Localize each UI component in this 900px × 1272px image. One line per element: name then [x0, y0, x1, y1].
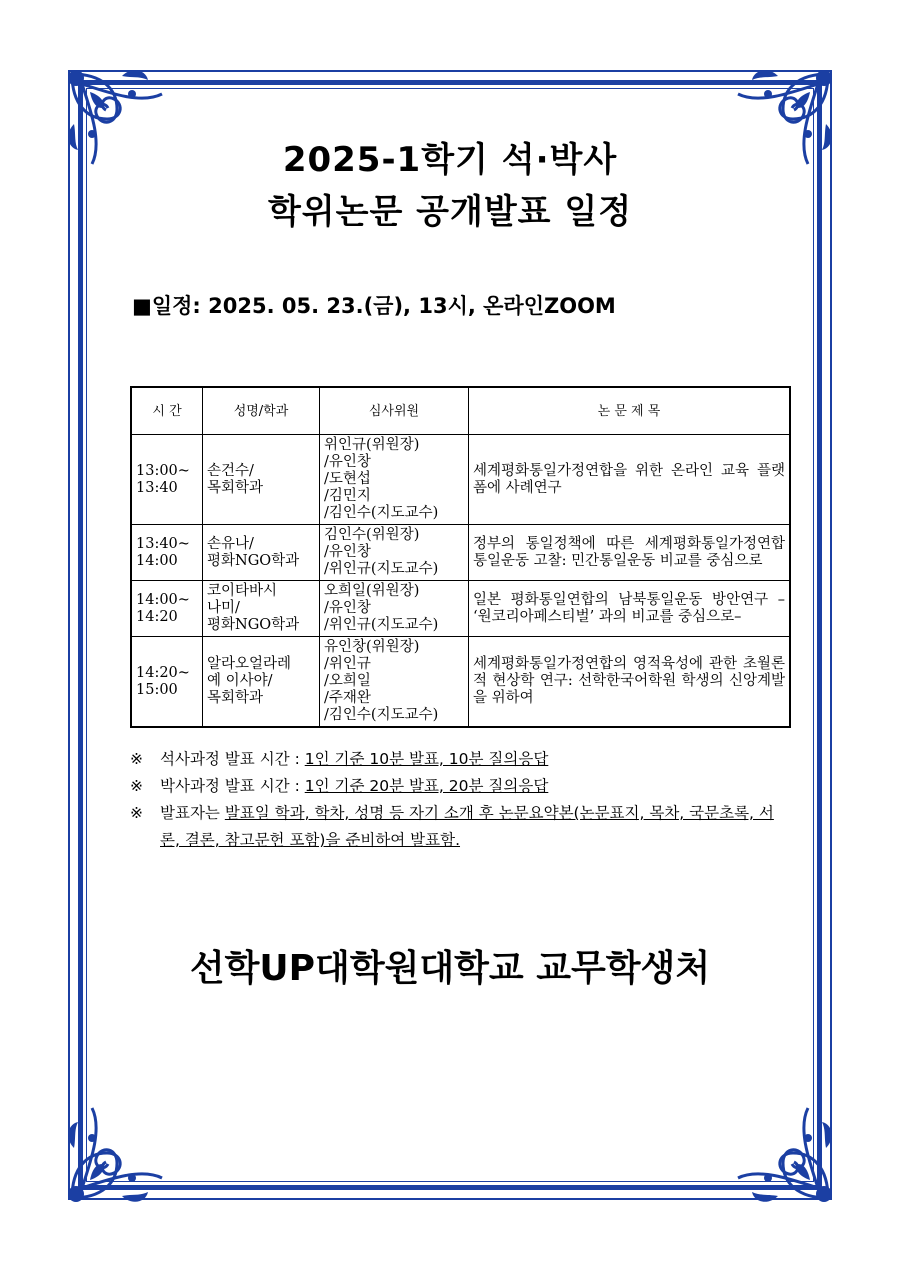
note-underlined: 1인 기준 20분 발표, 20분 질의응답	[304, 777, 549, 795]
thesis-title-cell: 정부의 통일정책에 따른 세계평화통일가정연합 통일운동 고찰: 민간통일운동 비교를 중심으로	[469, 525, 791, 581]
page-title-line1: 2025-1학기 석·박사	[282, 140, 618, 180]
header-name-dept: 성명/학과	[203, 387, 320, 435]
table-row	[131, 581, 790, 637]
note-doctoral-time	[130, 773, 790, 800]
page-title-line2: 학위논문 공개발표 일정	[267, 192, 633, 232]
presenter-cell: 손건수/ 목회학과	[203, 435, 320, 525]
header-time: 시 간	[131, 387, 203, 435]
corner-ornament-icon	[728, 1098, 838, 1208]
time-cell: 13:40~ 14:00	[131, 525, 203, 581]
schedule-info: ■일정: 2025. 05. 23.(금), 13시, 온라인ZOOM	[132, 294, 616, 318]
table-row	[131, 435, 790, 525]
notes-section	[130, 746, 790, 854]
header-thesis-title: 논 문 제 목	[469, 387, 791, 435]
thesis-title-cell: 세계평화통일가정연합의 영적육성에 관한 초월론적 현상학 연구: 선학한국어학원 학생의 신앙계발을 위하여	[469, 637, 791, 728]
time-cell: 14:00~ 14:20	[131, 581, 203, 637]
presenter-cell: 손유나/ 평화NGO학과	[203, 525, 320, 581]
header-committee: 심사위원	[320, 387, 469, 435]
note-mark: ※	[130, 750, 143, 768]
presenter-cell: 코이타바시 나미/ 평화NGO학과	[203, 581, 320, 637]
table-row	[131, 637, 790, 728]
thesis-title-cell: 일본 평화통일연합의 남북통일운동 방안연구 – ‘원코리아페스티벌’ 과의 비교를 중심으로–	[469, 581, 791, 637]
committee-cell: 유인창(위원장) /위인규 /오희일 /주재완 /김인수(지도교수)	[320, 637, 469, 728]
corner-ornament-icon	[62, 1098, 172, 1208]
time-cell: 14:20~ 15:00	[131, 637, 203, 728]
note-mark: ※	[130, 777, 143, 795]
note-prefix: 박사과정 발표 시간 :	[160, 777, 305, 795]
note-prefix: 발표자는	[160, 804, 225, 822]
committee-cell: 오희일(위원장) /유인창 /위인규(지도교수)	[320, 581, 469, 637]
issuer-footer: 선학UP대학원대학교 교무학생처	[189, 948, 711, 989]
note-mark: ※	[130, 804, 143, 822]
note-presenter-instructions	[130, 800, 790, 854]
note-prefix: 석사과정 발표 시간 :	[160, 750, 305, 768]
presenter-cell: 알라오얼라레 예 이사야/ 목회학과	[203, 637, 320, 728]
note-underlined: 1인 기준 10분 발표, 10분 질의응답	[304, 750, 549, 768]
table-header-row	[131, 387, 790, 435]
note-masters-time	[130, 746, 790, 773]
time-cell: 13:00~ 13:40	[131, 435, 203, 525]
committee-cell: 김인수(위원장) /유인창 /위인규(지도교수)	[320, 525, 469, 581]
note-underlined: 발표일 학과, 학차, 성명 등 자기 소개 후 논문요약본(논문표지, 목차, 국문초록, 서론, 결론, 참고문헌 포함)을 준비하여 발표함.	[160, 804, 774, 849]
presentation-schedule-table	[130, 386, 791, 728]
committee-cell: 위인규(위원장) /유인창 /도현섭 /김민지 /김인수(지도교수)	[320, 435, 469, 525]
table-row	[131, 525, 790, 581]
thesis-title-cell: 세계평화통일가정연합을 위한 온라인 교육 플랫폼에 사례연구	[469, 435, 791, 525]
